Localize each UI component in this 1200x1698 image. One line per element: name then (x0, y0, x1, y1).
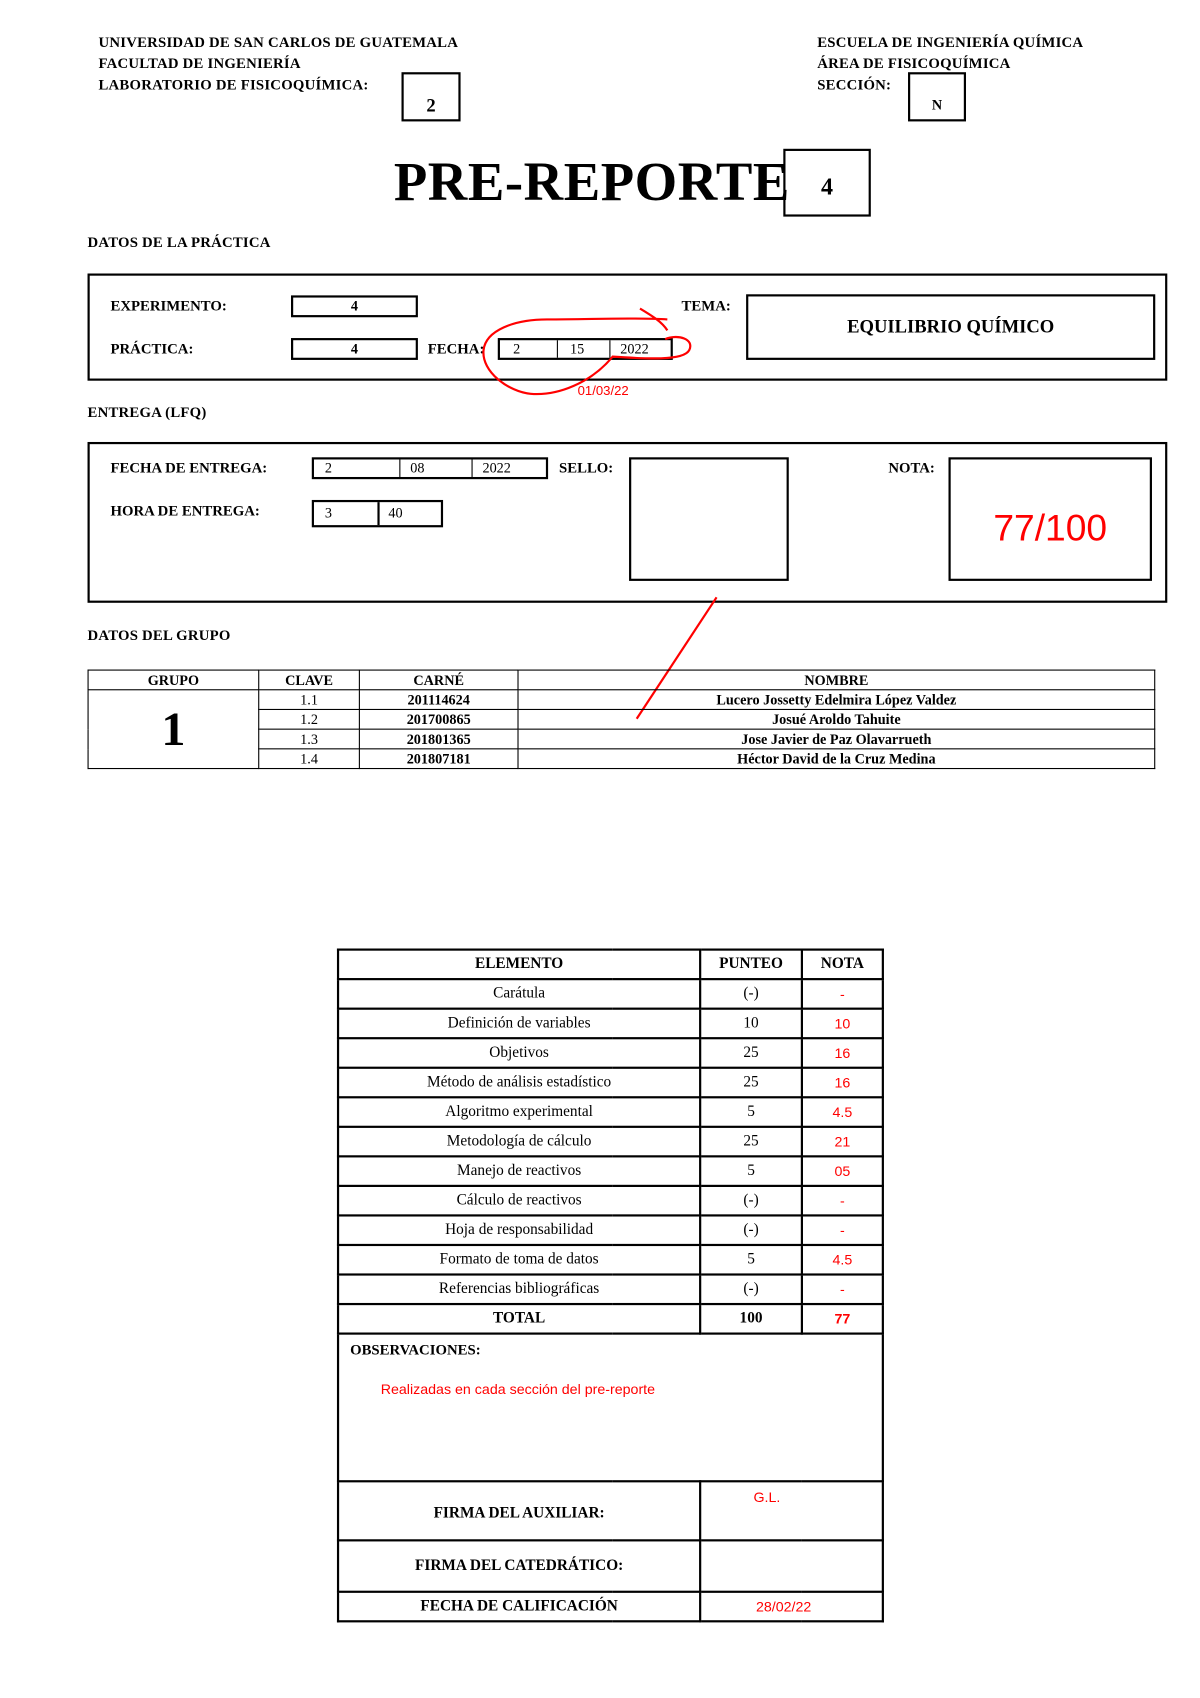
element-name: Método de análisis estadístico (338, 1068, 700, 1098)
section-value: N (931, 96, 943, 113)
date-year: 2022 (620, 340, 649, 357)
member-key: 1.2 (259, 709, 360, 729)
element-score: 5 (700, 1156, 802, 1186)
col-header-key: CLAVE (259, 670, 360, 690)
delivery-time-label: HORA DE ENTREGA: (110, 502, 260, 519)
element-score: 5 (700, 1245, 802, 1275)
element-grade: 4.5 (802, 1097, 883, 1127)
table-row (338, 1068, 883, 1098)
assistant-signature-row (338, 1481, 883, 1540)
delivery-date-field (312, 457, 548, 479)
table-row (338, 1038, 883, 1068)
element-name: Manejo de reactivos (338, 1156, 700, 1186)
col-header-name: NOMBRE (518, 670, 1155, 690)
group-heading: DATOS DEL GRUPO (87, 626, 231, 644)
school-name: ESCUELA DE INGENIERÍA QUÍMICA (817, 33, 1084, 51)
element-name: Hoja de responsabilidad (338, 1215, 700, 1245)
element-grade: 16 (802, 1038, 883, 1068)
evaluation-header (338, 950, 883, 980)
lab-number: 2 (426, 95, 436, 116)
element-score: 10 (700, 1009, 802, 1039)
member-key: 1.4 (259, 749, 360, 769)
table-row (338, 1275, 883, 1305)
member-key: 1.1 (259, 690, 360, 710)
delivery-hour: 3 (324, 504, 333, 521)
table-row (338, 979, 883, 1009)
element-grade: 10 (802, 1009, 883, 1039)
element-name: Metodología de cálculo (338, 1127, 700, 1157)
element-grade: 21 (802, 1127, 883, 1157)
col-header-id: CARNÉ (359, 670, 518, 690)
practice-label: PRÁCTICA: (110, 340, 194, 357)
element-name: Referencias bibliográficas (338, 1275, 700, 1305)
professor-signature-row (338, 1540, 883, 1591)
grading-date: 28/02/22 (700, 1592, 883, 1622)
element-score: 25 (700, 1068, 802, 1098)
grade-label: NOTA: (888, 459, 935, 476)
table-row (88, 690, 1155, 710)
delivery-day: 2 (324, 459, 333, 476)
topic-value: EQUILIBRIO QUÍMICO (847, 316, 1055, 337)
page-title: PRE-REPORTE (393, 150, 790, 213)
table-row (338, 1186, 883, 1216)
col-header-grade: NOTA (802, 950, 883, 980)
element-grade: - (802, 1215, 883, 1245)
group-table-header (88, 670, 1155, 690)
assistant-signature: G.L. (700, 1481, 883, 1540)
element-name: Algoritmo experimental (338, 1097, 700, 1127)
stamp-label: SELLO: (559, 459, 614, 476)
observations-text: Realizadas en cada sección del pre-reporte (380, 1380, 656, 1398)
date-day: 2 (513, 340, 521, 357)
delivery-year: 2022 (482, 459, 511, 476)
element-score: (-) (700, 1186, 802, 1216)
element-grade: 4.5 (802, 1245, 883, 1275)
col-header-score: PUNTEO (700, 950, 802, 980)
element-score: 25 (700, 1127, 802, 1157)
element-grade: - (802, 979, 883, 1009)
member-name: Jose Javier de Paz Olavarrueth (518, 729, 1155, 749)
element-score: (-) (700, 1215, 802, 1245)
date-month: 15 (569, 340, 585, 357)
observations-label: OBSERVACIONES: (350, 1341, 481, 1358)
member-id: 201114624 (359, 690, 518, 710)
evaluation-table (337, 948, 884, 1622)
assistant-signature-label: FIRMA DEL AUXILIAR: (338, 1481, 700, 1540)
table-row (338, 1127, 883, 1157)
element-grade: - (802, 1275, 883, 1305)
table-row (338, 1156, 883, 1186)
delivery-date-label: FECHA DE ENTREGA: (110, 459, 268, 476)
element-score: (-) (700, 1275, 802, 1305)
element-grade: 77 (802, 1304, 883, 1334)
member-id: 201801365 (359, 729, 518, 749)
element-grade: - (802, 1186, 883, 1216)
element-grade: 05 (802, 1156, 883, 1186)
professor-signature (700, 1540, 883, 1591)
table-row (338, 1009, 883, 1039)
faculty-name: FACULTAD DE INGENIERÍA (98, 54, 301, 72)
element-name: TOTAL (338, 1304, 700, 1334)
group-table (88, 670, 1156, 770)
professor-signature-label: FIRMA DEL CATEDRÁTICO: (338, 1540, 700, 1591)
practice-heading: DATOS DE LA PRÁCTICA (87, 234, 271, 251)
report-number-box (783, 149, 871, 217)
table-row (338, 1215, 883, 1245)
member-id: 201700865 (359, 709, 518, 729)
member-name: Josué Aroldo Tahuite (518, 709, 1155, 729)
group-number: 1 (88, 690, 259, 769)
total-row (338, 1304, 883, 1334)
grade-value: 77/100 (993, 507, 1108, 550)
table-row (338, 1097, 883, 1127)
area-name: ÁREA DE FISICOQUÍMICA (817, 54, 1011, 72)
experiment-field (291, 295, 418, 317)
lab-label: LABORATORIO DE FISICOQUÍMICA: (98, 76, 369, 93)
element-name: Cálculo de reactivos (338, 1186, 700, 1216)
experiment-value: 4 (350, 297, 359, 314)
table-row (338, 1245, 883, 1275)
correction-date: 01/03/22 (577, 382, 629, 399)
col-header-element: ELEMENTO (338, 950, 700, 980)
topic-label: TEMA: (681, 297, 731, 314)
member-key: 1.3 (259, 729, 360, 749)
col-header-group: GRUPO (88, 670, 259, 690)
university-name: UNIVERSIDAD DE SAN CARLOS DE GUATEMALA (98, 33, 459, 51)
experiment-label: EXPERIMENTO: (110, 297, 227, 314)
element-score: (-) (700, 979, 802, 1009)
delivery-month: 08 (410, 459, 425, 476)
topic-field (746, 294, 1155, 360)
section-label: SECCIÓN: (817, 76, 892, 93)
element-name: Objetivos (338, 1038, 700, 1068)
element-name: Carátula (338, 979, 700, 1009)
element-score: 5 (700, 1097, 802, 1127)
grade-box (948, 457, 1151, 581)
grading-date-label: FECHA DE CALIFICACIÓN (338, 1592, 700, 1622)
section-box (908, 72, 966, 121)
stamp-box (629, 457, 789, 581)
report-number: 4 (821, 172, 834, 201)
element-name: Definición de variables (338, 1009, 700, 1039)
delivery-time-field (312, 500, 443, 527)
practice-value: 4 (350, 340, 359, 357)
element-score: 100 (700, 1304, 802, 1334)
date-label: FECHA: (427, 340, 485, 357)
delivery-minute: 40 (388, 504, 403, 521)
grading-date-row (338, 1592, 883, 1622)
member-name: Lucero Jossetty Edelmira López Valdez (518, 690, 1155, 710)
element-score: 25 (700, 1038, 802, 1068)
delivery-heading: ENTREGA (LFQ) (87, 403, 207, 421)
practice-field (291, 338, 418, 360)
member-id: 201807181 (359, 749, 518, 769)
element-name: Formato de toma de datos (338, 1245, 700, 1275)
element-grade: 16 (802, 1068, 883, 1098)
observations-row (338, 1334, 883, 1482)
member-name: Héctor David de la Cruz Medina (518, 749, 1155, 769)
lab-number-box (401, 72, 460, 121)
